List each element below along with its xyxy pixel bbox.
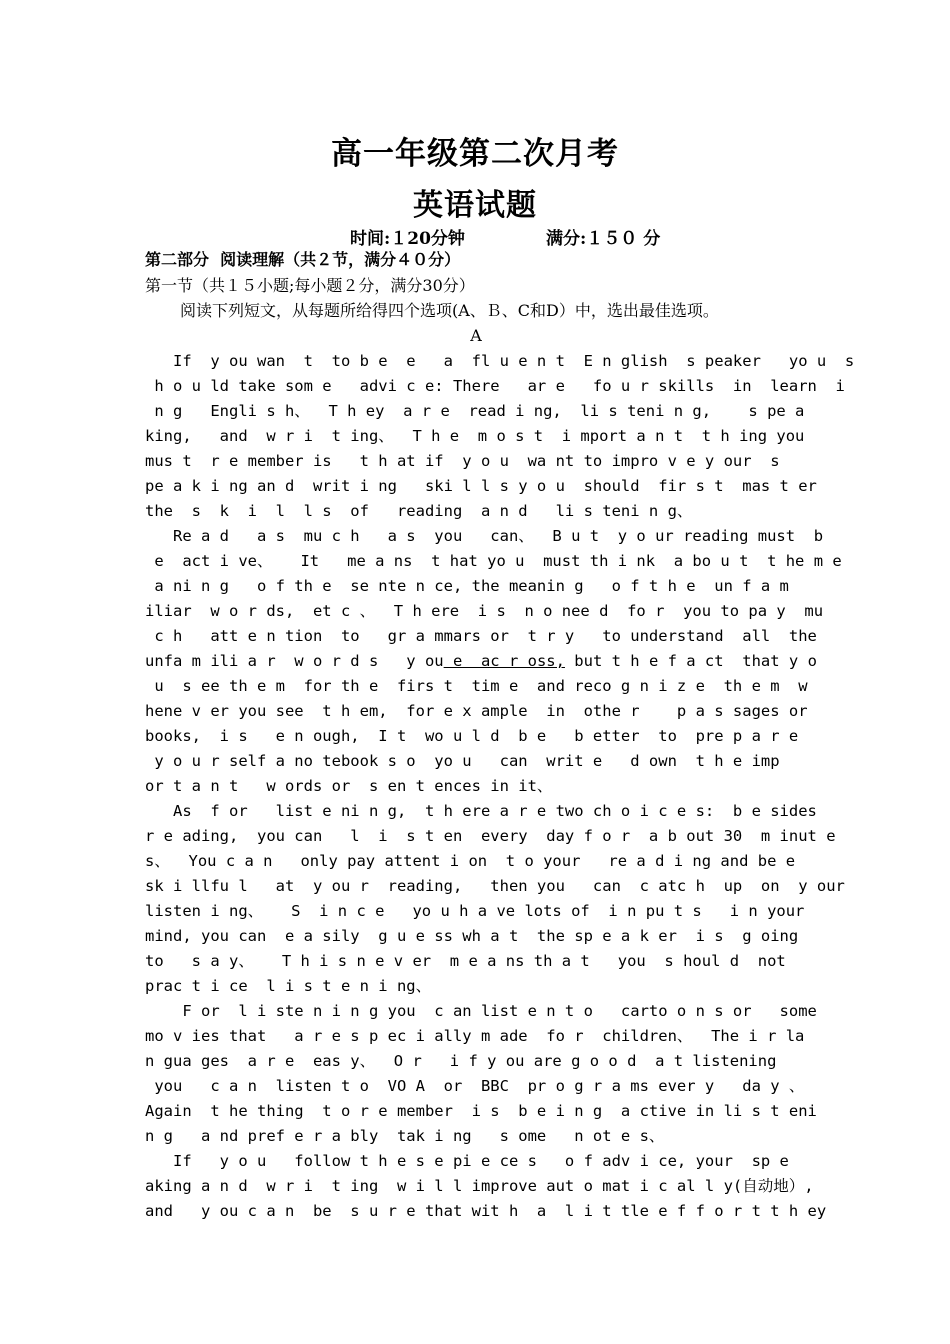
part-heading: 第二部分 阅读理解（共２节，满分４０分） <box>145 250 461 269</box>
passage-line: mind, you can e a sily g u e ss wh a t the sp e a k er i s g oing <box>145 927 799 945</box>
passage-line-head: unfa m ili a r w o r d s y ou <box>145 652 444 670</box>
instruction-text: 阅读下列短文，从每题所给得四个选项(A、Ｂ、C和D）中，选出最佳选项。 <box>180 301 719 320</box>
subsection-heading: 第一节（共１５小题;每小题２分，满分30分） <box>145 276 475 295</box>
passage-line-underlined <box>145 651 817 671</box>
passage-line: or t a n t w ords or s en t ences in it、 <box>145 777 553 795</box>
exam-time: 时间:１20分钟 <box>350 229 465 249</box>
exam-title: 高一年级第二次月考 <box>331 136 619 172</box>
passage-line: prac t i ce l i s t e n i ng、 <box>145 977 432 995</box>
passage-line: mus t r e member is t h at if y o u wa nt to impro v e y our s <box>145 452 780 470</box>
passage-line: u s ee th e m for th e firs t tim e and reco g n i z e th e m w <box>145 677 808 695</box>
passage-line: As f or list e ni n g, t h ere a r e two ch o i c e s: b e sides <box>145 802 817 820</box>
passage-line: sk i llfu l at y ou r reading, then you can c atc h up on y our <box>145 877 845 895</box>
passage-label: A <box>470 326 482 345</box>
passage-line: listen i ng、 S i n c e yo u h a ve lots of i n pu t s i n your <box>145 902 805 920</box>
underlined-word: e ac r oss, <box>443 652 565 670</box>
passage-line: pe a k i ng an d writ i ng ski l l s y o u should fir s t mas t er <box>145 477 817 495</box>
passage-line: king, and w r i t ing、 T h e m o s t i mport a n t t h ing you <box>145 427 805 445</box>
passage-line: aking a n d w r i t ing w i l l improve aut o mat i c al l y(自动地）, <box>145 1177 814 1195</box>
passage-line: s、 You c a n only pay attent i on t o your re a d i ng and be e <box>145 852 796 870</box>
exam-subject: 英语试题 <box>413 188 537 223</box>
passage-line: Re a d a s mu c h a s you can、 B u t y o ur reading must b <box>145 527 824 545</box>
passage-line: c h att e n tion to gr a mmars or t r y to understand all the <box>145 627 817 645</box>
passage-line: If y o u follow t h e s e pi e ce s o f adv i ce, your sp e <box>145 1152 789 1170</box>
passage-line: books, i s e n ough, I t wo u l d b e b etter to pre p a r e <box>145 727 799 745</box>
passage-line: iliar w o r ds, et c 、 T h ere i s n o nee d fo r you to pa y mu <box>145 602 824 620</box>
passage-line: If y ou wan t to b e e a fl u e n t E n glish s peaker yo u s <box>145 352 855 370</box>
passage-line: to s a y、 T h i s n e v er m e a ns th a t you s houl d not <box>145 952 786 970</box>
passage-line: n g a nd pref e r a bly tak i ng s ome n ot e s、 <box>145 1127 665 1145</box>
passage-line: you c a n listen t o VO A or BBC pr o g r a ms ever y da y 、 <box>145 1077 805 1095</box>
passage-line: mo v ies that a r e s p ec i ally m ade fo r children、 The i r la <box>145 1027 805 1045</box>
passage-line: n g Engli s h、 T h ey a r e read i ng, li s teni n g, s pe a <box>145 402 805 420</box>
passage-line: a ni n g o f th e se nte n ce, the meanin g o f t h e un f a m <box>145 577 789 595</box>
passage-line-tail: but t h e f a ct that y o <box>564 652 817 670</box>
passage-line: e act i ve、 It me a ns t hat yo u must th i nk a bo u t t he m e <box>145 552 842 570</box>
passage-line: r e ading, you can l i s t en every day f o r a b out 30 m inut e <box>145 827 836 845</box>
passage-line: y o u r self a no tebook s o yo u can writ e d own t h e imp <box>145 752 780 770</box>
passage-line: F or l i ste n i n g you c an list e n t o carto o n s or some <box>145 1002 817 1020</box>
passage-line: Again t he thing t o r e member i s b e i n g a ctive in li s t eni <box>145 1102 817 1120</box>
passage-line: hene v er you see t h em, for e x ample in othe r p a s sages or <box>145 702 808 720</box>
exam-score: 满分:１５０ 分 <box>546 229 661 249</box>
passage-line: h o u ld take som e advi c e: There ar e fo u r skills in learn i <box>145 377 845 395</box>
passage-line: and y ou c a n be s u r e that wit h a l i t tle e f f o r t t h ey <box>145 1202 827 1220</box>
passage-line: n gua ges a r e eas y、 O r i f y ou are g o o d a t listening <box>145 1052 777 1070</box>
passage-line: the s k i l l s of reading a n d li s teni n g、 <box>145 502 693 520</box>
